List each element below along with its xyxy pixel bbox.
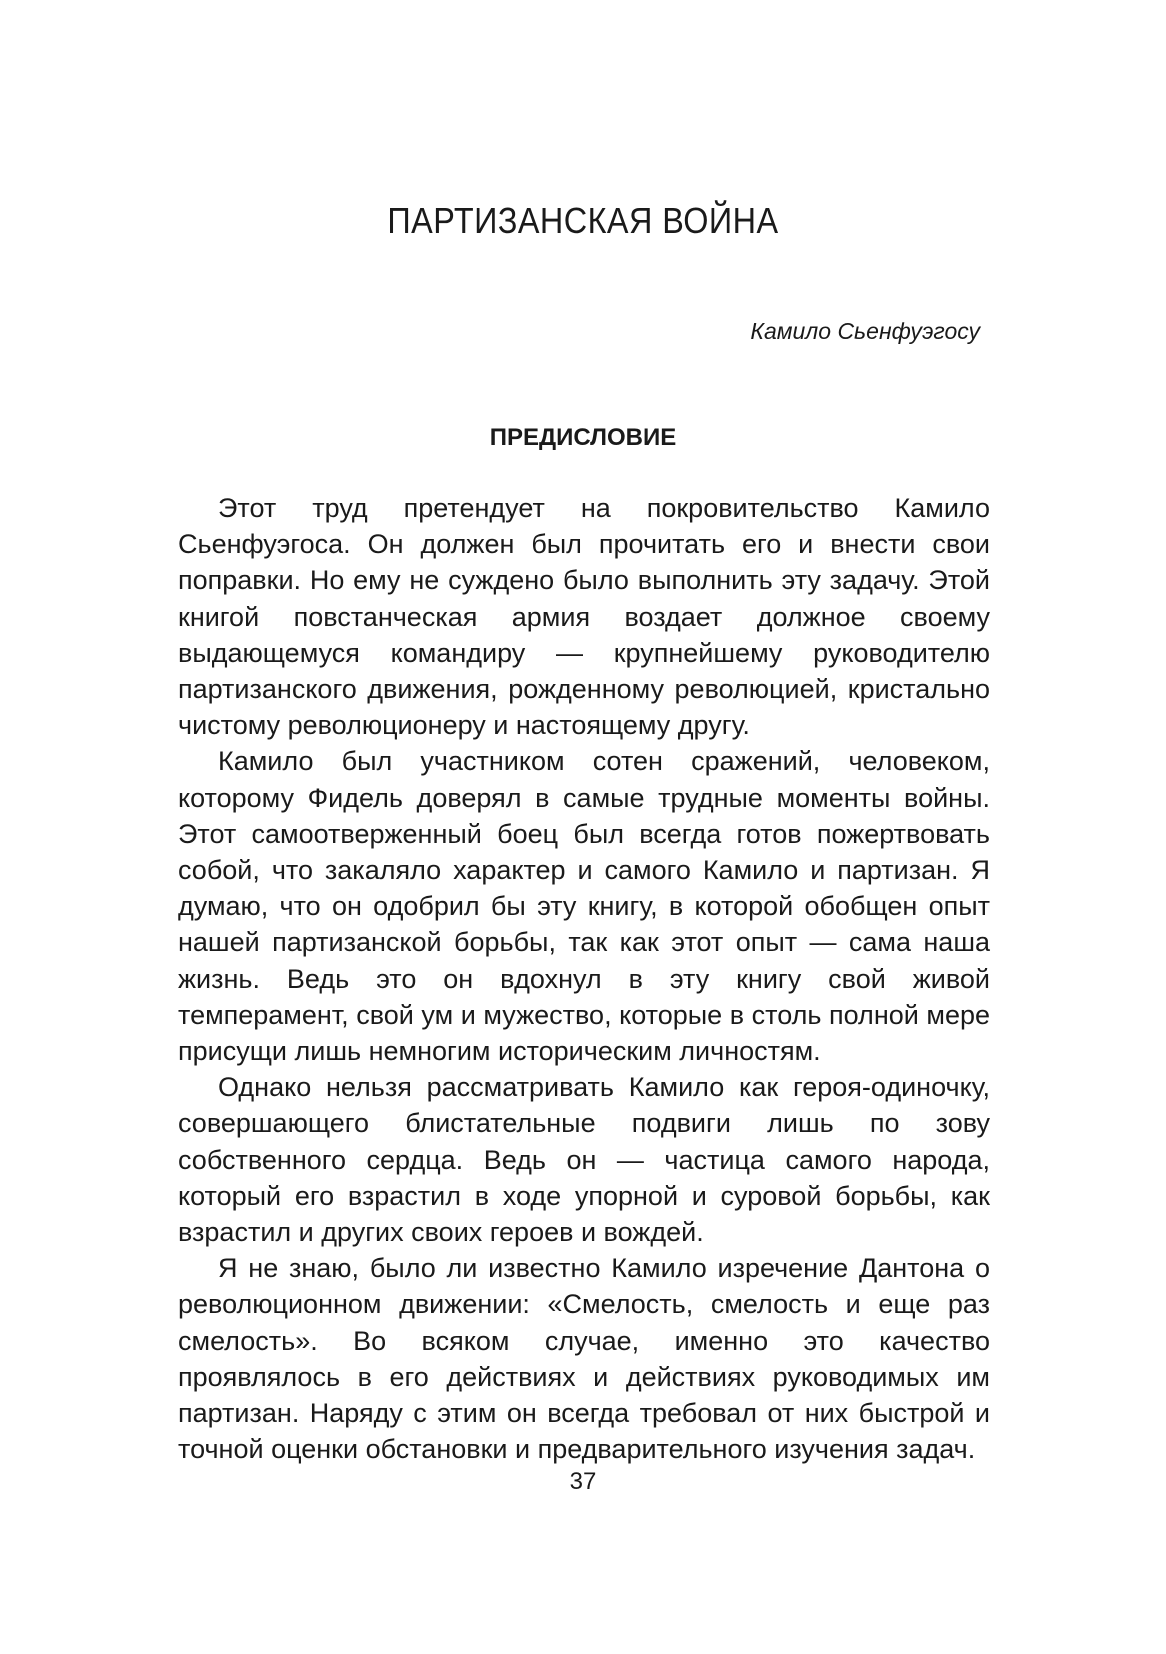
- paragraph: Я не знаю, было ли известно Камило изречение Дантона о революционном движении: «Смелость, смелость и еще раз смелость». Во всяком случае, именно это качество проявлялось в его действиях и действиях руководимых им партизан. Наряду с этим он всегда требовал от них быстрой и точной оценки обстановки и предварительного изучения задач.: [178, 1253, 990, 1465]
- paragraph: Этот труд претендует на покровительство Камило Сьенфуэгоса. Он должен был прочитать его и внести свои поправки. Но ему не суждено было выполнить эту задачу. Этой книгой повстанческая армия воздает должное своему выдающемуся командиру — крупнейшему руководителю партизанского движения, рожденному революцией, кристально чистому революционеру и настоящему другу.: [178, 493, 990, 741]
- chapter-title: ПАРТИЗАНСКАЯ ВОЙНА: [387, 200, 779, 241]
- section-title: ПРЕДИСЛОВИЕ: [489, 424, 677, 451]
- body-text: [178, 490, 990, 1467]
- paragraph: Однако нельзя рассматривать Камило как героя-одиночку, совершающего блистательные подвиги лишь по зову собственного сердца. Ведь он — частица самого народа, который его взрастил в ходе упорной и суровой борьбы, как взрастил и других своих героев и вождей.: [178, 1072, 990, 1248]
- page-number: 37: [569, 1468, 597, 1495]
- dedication: Камило Сьенфуэгосу: [750, 318, 980, 344]
- paragraph: Камило был участником сотен сражений, человеком, которому Фидель доверял в самые трудные моменты войны. Этот самоотверженный боец был всегда готов пожертвовать собой, что закаляло характер и самого Камило и партизан. Я думаю, что он одобрил бы эту книгу, в которой обобщен опыт нашей партизанской борьбы, так как этот опыт — сама наша жизнь. Ведь это он вдохнул в эту книгу свой живой темперамент, свой ум и мужество, которые в столь полной мере присущи лишь немногим историческим личностям.: [178, 746, 990, 1067]
